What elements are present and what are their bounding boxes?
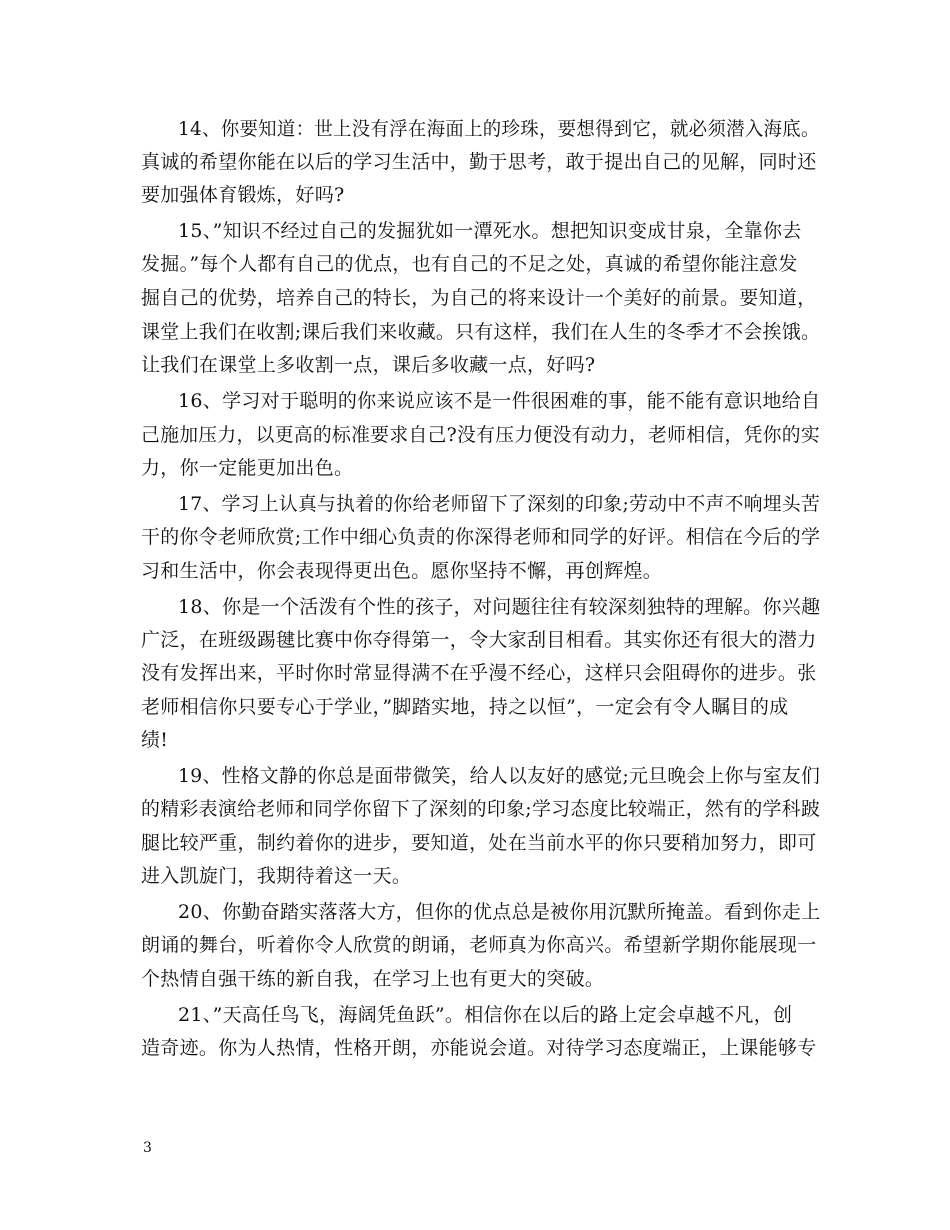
paragraph-line: 朗诵的舞台，听着你令人欣赏的朗诵，老师真为你高兴。希望新学期你能展现一 bbox=[141, 934, 817, 956]
paragraph-line: 让我们在课堂上多收割一点，课后多收藏一点，好吗? bbox=[141, 354, 596, 376]
paragraph-line: 发掘。”每个人都有自己的优点，也有自己的不足之处，真诚的希望你能注意发 bbox=[141, 253, 798, 275]
paragraph-line: 20、你勤奋踏实落落大方，但你的优点总是被你用沉默所掩盖。看到你走上 bbox=[178, 901, 821, 923]
paragraph-line: 的精彩表演给老师和同学你留下了深刻的印象;学习态度比较端正，然有的学科跛 bbox=[141, 798, 821, 820]
paragraph-line: 要加强体育锻炼，好吗? bbox=[141, 184, 345, 206]
paragraph-line: 17、学习上认真与执着的你给老师留下了深刻的印象;劳动中不声不响埋头苦 bbox=[178, 493, 821, 515]
page-number: 3 bbox=[143, 1140, 152, 1156]
paragraph-line: 己施加压力，以更高的标准要求自己?没有压力便没有动力，老师相信，凭你的实 bbox=[141, 424, 821, 446]
paragraph-line: 掘自己的优势，培养自己的特长，为自己的将来设计一个美好的前景。要知道， bbox=[141, 287, 817, 309]
paragraph-line: 21、”天高任鸟飞，海阔凭鱼跃”。相信你在以后的路上定会卓越不凡，创 bbox=[178, 1004, 793, 1026]
paragraph-line: 18、你是一个活泼有个性的孩子，对问题往往有较深刻独特的理解。你兴趣 bbox=[178, 596, 821, 618]
paragraph-line: 课堂上我们在收割;课后我们来收藏。只有这样，我们在人生的冬季才不会挨饿。 bbox=[141, 321, 821, 343]
paragraph-line: 进入凯旋门，我期待着这一天。 bbox=[141, 865, 412, 887]
paragraph-line: 干的你令老师欣赏;工作中细心负责的你深得老师和同学的好评。相信在今后的学 bbox=[141, 526, 821, 548]
paragraph-line: 老师相信你只要专心于学业，”脚踏实地，持之以恒”，一定会有令人瞩目的成 bbox=[141, 696, 789, 718]
paragraph-line: 个热情自强干练的新自我，在学习上也有更大的突破。 bbox=[141, 968, 605, 990]
paragraph-line: 习和生活中，你会表现得更出色。愿你坚持不懈，再创辉煌。 bbox=[141, 560, 663, 582]
paragraph-line: 14、你要知道：世上没有浮在海面上的珍珠，要想得到它，就必须潜入海底。 bbox=[178, 118, 820, 140]
paragraph-line: 19、性格文静的你总是面带微笑，给人以友好的感觉;元旦晚会上你与室友们 bbox=[178, 765, 821, 787]
paragraph-line: 腿比较严重，制约着你的进步，要知道，处在当前水平的你只要稍加努力，即可 bbox=[141, 832, 817, 854]
paragraph-line: 绩! bbox=[141, 729, 169, 751]
paragraph-line: 力，你一定能更加出色。 bbox=[141, 457, 354, 479]
paragraph-line: 造奇迹。你为人热情，性格开朗，亦能说会道。对待学习态度端正，上课能够专 bbox=[141, 1037, 817, 1059]
paragraph-line: 没有发挥出来，平时你时常显得满不在乎漫不经心，这样只会阻碍你的进步。张 bbox=[141, 662, 817, 684]
paragraph-line: 16、学习对于聪明的你来说应该不是一件很困难的事，能不能有意识地给自 bbox=[178, 390, 821, 412]
paragraph-line: 真诚的希望你能在以后的学习生活中，勤于思考，敢于提出自己的见解，同时还 bbox=[141, 151, 817, 173]
paragraph-line: 广泛，在班级踢毽比赛中你夺得第一，令大家刮目相看。其实你还有很大的潜力 bbox=[141, 629, 817, 651]
paragraph-line: 15、”知识不经过自己的发掘犹如一潭死水。想把知识变成甘泉，全靠你去 bbox=[178, 220, 802, 242]
